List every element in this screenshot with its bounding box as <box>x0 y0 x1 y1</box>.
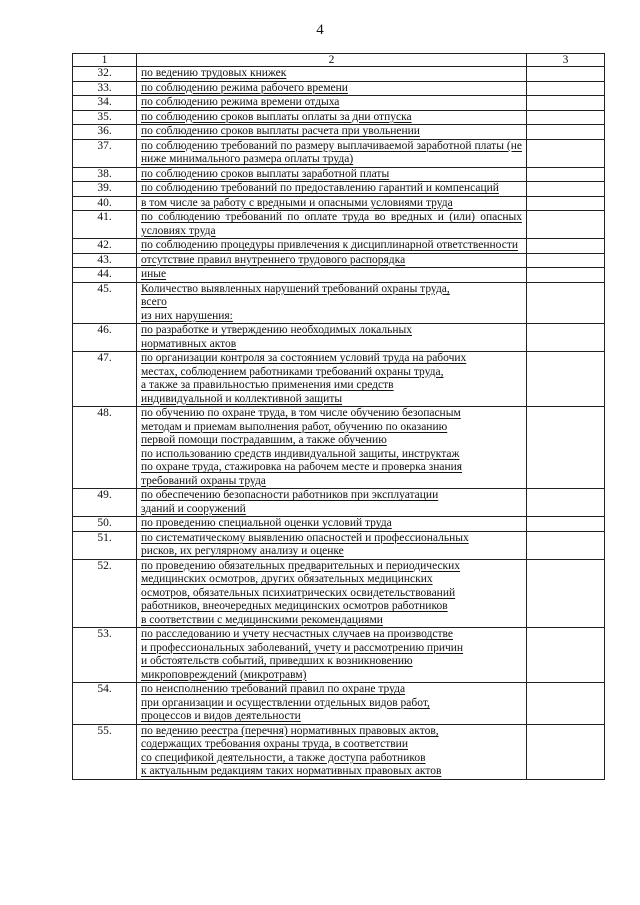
row-number: 44. <box>73 268 137 283</box>
row-value <box>527 253 605 268</box>
row-description <box>137 125 527 140</box>
table-row <box>73 282 605 324</box>
table-row <box>73 683 605 725</box>
row-description <box>137 67 527 82</box>
table-row <box>73 139 605 167</box>
row-description-text: по соблюдению процедуры привлечения к дисциплинарной ответственности <box>141 239 518 251</box>
row-description <box>137 282 527 324</box>
row-number: 50. <box>73 517 137 532</box>
row-description <box>137 96 527 111</box>
row-number: 54. <box>73 683 137 725</box>
row-number: 45. <box>73 282 137 324</box>
table-row <box>73 407 605 489</box>
row-description-text: по организации контроля за состоянием условий труда на рабочих местах, соблюдением работниками требований охраны труда, а также за правильностью применения ими средств индивидуальной и коллективной защиты <box>141 352 467 405</box>
row-description <box>137 683 527 725</box>
row-description <box>137 407 527 489</box>
table-row <box>73 125 605 140</box>
row-description-text: иные <box>141 268 167 280</box>
row-value <box>527 81 605 96</box>
row-description <box>137 724 527 779</box>
row-number: 40. <box>73 196 137 211</box>
row-description-text: по соблюдению режима времени отдыха <box>141 96 340 108</box>
row-value <box>527 167 605 182</box>
table-body <box>73 67 605 780</box>
row-description-text: отсутствие правил внутреннего трудового распорядка <box>141 253 406 266</box>
table-row <box>73 67 605 82</box>
row-number: 46. <box>73 324 137 352</box>
table-row <box>73 489 605 517</box>
row-description <box>137 324 527 352</box>
row-description-text: по систематическому выявлению опасностей и профессиональных рисков, их регулярному анализу и оценке <box>141 531 469 557</box>
row-number: 34. <box>73 96 137 111</box>
row-description <box>137 110 527 125</box>
row-number: 36. <box>73 125 137 140</box>
row-description <box>137 196 527 211</box>
row-description-text: по разработке и утверждению необходимых локальных нормативных актов <box>141 324 412 350</box>
row-description-text: по проведению обязательных предварительных и периодических медицинских осмотров, других обязательных медицинских осмотров, обязательных психиатрических освидетельствований работников, внеочередных медицинских осмотров работников в соответствии с медицинскими рекомендациями <box>141 559 461 626</box>
row-description <box>137 239 527 254</box>
table-row <box>73 196 605 211</box>
table-row <box>73 81 605 96</box>
row-description-text: по проведению специальной оценки условий труда <box>141 517 392 529</box>
row-number: 55. <box>73 724 137 779</box>
row-number: 37. <box>73 139 137 167</box>
table-row <box>73 352 605 407</box>
column-header-3: 3 <box>527 54 605 67</box>
row-number: 49. <box>73 489 137 517</box>
row-number: 38. <box>73 167 137 182</box>
page-number: 4 <box>316 22 324 38</box>
row-value <box>527 268 605 283</box>
row-number: 39. <box>73 182 137 197</box>
row-description <box>137 167 527 182</box>
row-value <box>527 196 605 211</box>
row-value <box>527 282 605 324</box>
row-value <box>527 724 605 779</box>
table-header-row <box>73 54 605 67</box>
row-value <box>527 67 605 82</box>
row-value <box>527 489 605 517</box>
row-value <box>527 683 605 725</box>
row-description-text: Количество выявленных нарушений требований охраны труда, всего из них нарушения: <box>141 282 450 322</box>
row-description-text: по соблюдению требований по оплате труда во вредных и (или) опасных условиях труда <box>141 211 522 237</box>
row-value <box>527 96 605 111</box>
row-description <box>137 628 527 683</box>
table-row <box>73 110 605 125</box>
table-row <box>73 253 605 268</box>
row-description <box>137 81 527 96</box>
row-value <box>527 182 605 197</box>
table-row <box>73 517 605 532</box>
table-row <box>73 724 605 779</box>
row-description <box>137 253 527 268</box>
row-number: 47. <box>73 352 137 407</box>
row-number: 42. <box>73 239 137 254</box>
row-value <box>527 139 605 167</box>
row-number: 33. <box>73 81 137 96</box>
row-value <box>527 110 605 125</box>
row-value <box>527 559 605 628</box>
column-header-2: 2 <box>137 54 527 67</box>
row-description-text: по соблюдению сроков выплаты заработной платы <box>141 167 390 180</box>
row-description <box>137 489 527 517</box>
row-description <box>137 182 527 197</box>
table-row <box>73 211 605 239</box>
row-description-text: по соблюдению требований по предоставлению гарантий и компенсаций <box>141 182 499 194</box>
row-description <box>137 352 527 407</box>
row-value <box>527 324 605 352</box>
table-row <box>73 324 605 352</box>
table-row <box>73 167 605 182</box>
row-number: 41. <box>73 211 137 239</box>
row-description <box>137 139 527 167</box>
row-number: 51. <box>73 531 137 559</box>
table-row <box>73 559 605 628</box>
row-number: 53. <box>73 628 137 683</box>
table-row <box>73 628 605 683</box>
row-number: 48. <box>73 407 137 489</box>
table-row <box>73 96 605 111</box>
row-description-text: по обеспечению безопасности работников при эксплуатации зданий и сооружений <box>141 489 439 515</box>
row-value <box>527 239 605 254</box>
table-row <box>73 239 605 254</box>
row-number: 43. <box>73 253 137 268</box>
row-value <box>527 628 605 683</box>
table-row <box>73 531 605 559</box>
row-description <box>137 559 527 628</box>
row-description-text: по неисполнению требований правил по охране труда при организации и осуществлении отдельных видов работ, процессов и видов деятельности <box>141 683 430 722</box>
row-value <box>527 531 605 559</box>
row-number: 32. <box>73 67 137 82</box>
row-description-text: по соблюдению требований по размеру выплачиваемой заработной платы (не ниже минимального размера оплаты труда) <box>141 139 522 165</box>
row-value <box>527 407 605 489</box>
column-header-1: 1 <box>73 54 137 67</box>
report-table <box>72 53 605 780</box>
row-description-text: по соблюдению сроков выплаты оплаты за дни отпуска <box>141 110 412 123</box>
row-value <box>527 517 605 532</box>
row-description <box>137 531 527 559</box>
table-row <box>73 268 605 283</box>
row-description-text: по обучению по охране труда, в том числе обучению безопасным методам и приемам выполнения работ, обучению по оказанию первой помощи пострадавшим, а также обучению по использованию средств индивидуальной защиты, инструктаж по охране труда, стажировка на рабочем месте и проверка знания требований охраны труда <box>141 407 463 487</box>
row-value <box>527 211 605 239</box>
row-value <box>527 125 605 140</box>
row-value <box>527 352 605 407</box>
row-description-text: по расследованию и учету несчастных случаев на производстве и профессиональных заболеваний, учету и рассмотрению причин и обстоятельств событий, приведших к возникновению микроповреждений (микротравм) <box>141 628 464 681</box>
row-description <box>137 211 527 239</box>
row-description-text: по соблюдению режима рабочего времени <box>141 81 348 94</box>
table-row <box>73 182 605 197</box>
row-number: 52. <box>73 559 137 628</box>
row-description <box>137 268 527 283</box>
row-description-text: по соблюдению сроков выплаты расчета при увольнении <box>141 125 420 137</box>
row-description-text: по ведению трудовых книжек <box>141 67 287 79</box>
row-description <box>137 517 527 532</box>
row-description-text: по ведению реестра (перечня) нормативных правовых актов, содержащих требования охраны труда, в соответствии со спецификой деятельности, а также доступа работников к актуальным редакциям таких нормативных правовых актов <box>141 724 442 777</box>
row-number: 35. <box>73 110 137 125</box>
row-description-text: в том числе за работу с вредными и опасными условиями труда <box>141 196 453 209</box>
